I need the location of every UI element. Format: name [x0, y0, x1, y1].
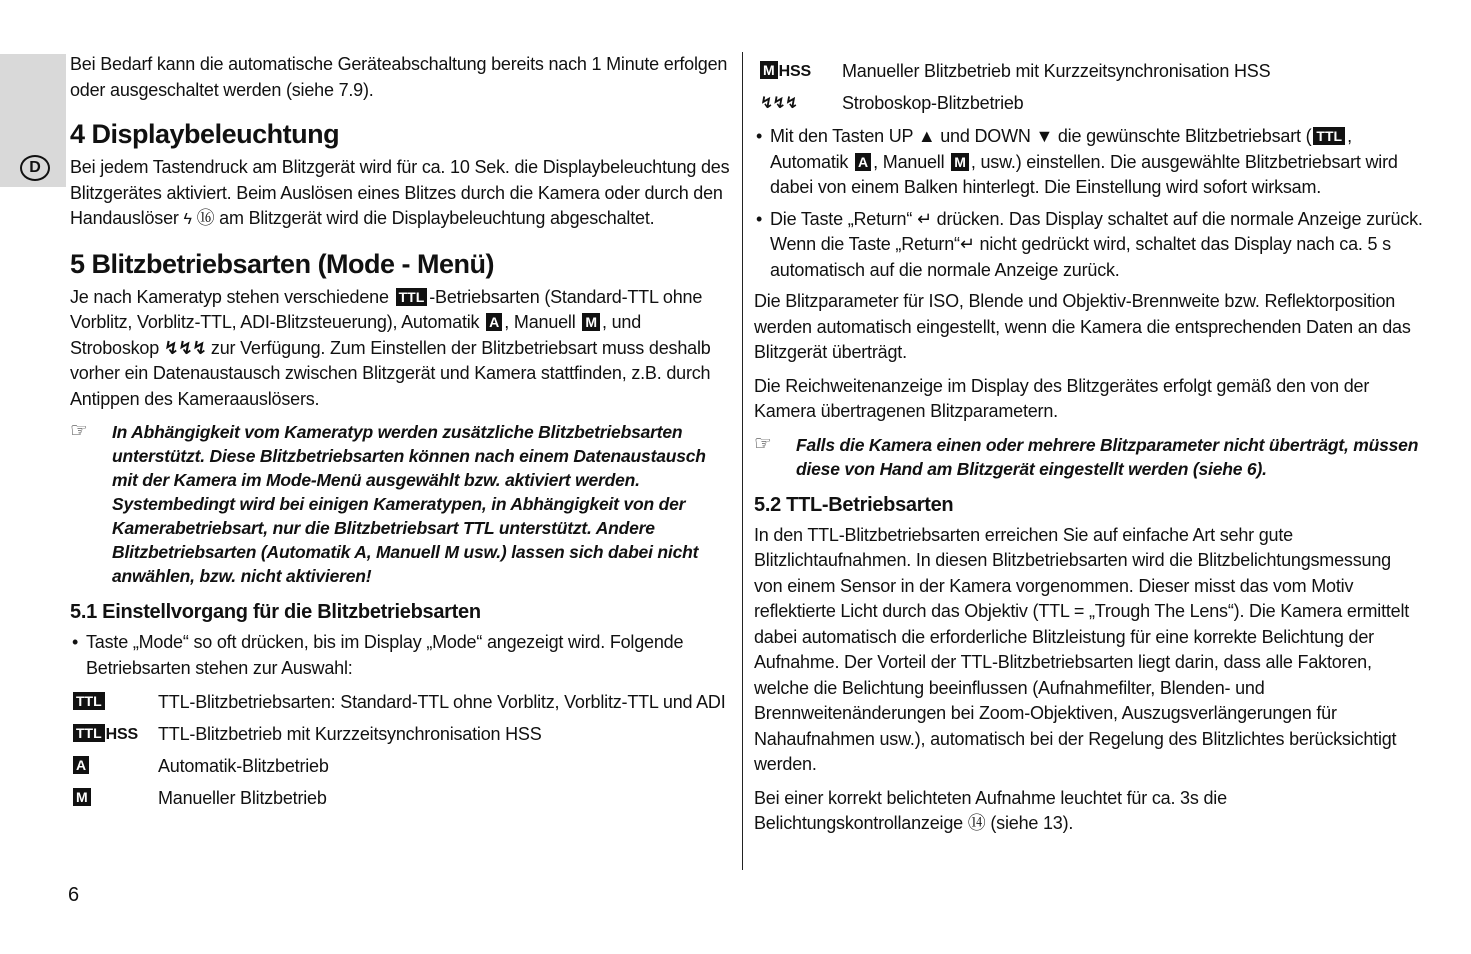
mode-row-strobo — [754, 88, 1424, 120]
hss-label: HSS — [105, 726, 138, 744]
m-badge-icon: M — [73, 788, 91, 806]
a-badge-icon: A — [486, 313, 502, 331]
ttl-paragraph: In den TTL-Blitzbetriebsarten erreichen Sie auf einfache Art sehr gute Blitzlichtaufnahmen. In diesen Blitzbetriebsarten wird die Blitzbelichtungsmessung von einem Sensor in der Kamera vorgenommen. Dieser misst das vom Motiv reflektierte Licht durch das Objektiv (TTL = „Trough The Lens“). Die Kamera ermittelt dabei automatisch die erforderliche Blitzleistung für eine korrekte Belichtung der Aufnahme. Der Vorteil der TTL-Blitzbetriebsarten liegt darin, dass alle Faktoren, welche die Belichtung beeinflussen (Aufnahmefilter, Blenden- und Brennweitenänderungen bei Zoom-Objektiven, Auszugsverlängerungen für Nahaufnahmen usw.), automatisch bei der Regelung des Blitzlichtes berücksichtigt werden. — [754, 524, 1410, 774]
strobo-icon: ↯↯↯ — [163, 337, 207, 358]
left-column — [70, 52, 732, 815]
column-divider — [742, 52, 743, 870]
mode-row-ttl — [70, 687, 732, 719]
note-block — [754, 433, 1424, 481]
m-badge-icon: M — [951, 153, 969, 171]
m-badge-icon: M — [582, 313, 600, 331]
pointing-hand-icon: ☞ — [70, 420, 88, 442]
mode-ttl-hss-text: TTL-Blitzbetrieb mit Kurzzeitsynchronisation HSS — [158, 724, 542, 745]
mode-row-ttl-hss — [70, 719, 732, 751]
strobo-icon: ↯↯↯ — [760, 95, 798, 113]
note-text: In Abhängigkeit vom Kameratyp werden zusätzliche Blitzbetriebsarten unterstützt. Diese Blitzbetriebsarten können nach einem Datenaustausch mit der Kamera im Mode-Menü ausgewählt bzw. aktiviert werden. Systembedingt wird bei einigen Kameratypen, in Abhängigkeit von der Kamerabetriebsart, nur die Blitzbetriebsart TTL unterstützt. Andere Blitzbetriebsarten (Automatik A, Manuell M usw.) lassen sich dabei nicht anwählen, bzw. nicht aktivieren! — [112, 422, 706, 586]
section-5-paragraph: Je nach Kameratyp stehen verschiedene TTL -Betriebsarten (Standard-TTL ohne Vorblitz, Vorblitz-TTL, ADI-Blitzsteuerung), Automatik A , Manuell M , und Stroboskop ↯↯↯ zur Verfügung. Zum Einstellen der Blitzbetriebsart muss deshalb vorher ein Datenaustausch zwischen Blitzgerät und Kamera stattfinden, z.B. durch Antippen des Kameraauslösers. — [70, 286, 711, 409]
params-paragraph: Die Blitzparameter für ISO, Blende und Objektiv-Brennweite bzw. Reflektorposition werden automatisch eingestellt, wenn die Kamera die entsprechenden Daten an das Blitzgerät überträgt. — [754, 291, 1411, 362]
mode-a-text: Automatik-Blitzbetrieb — [158, 756, 329, 777]
section-5-2-heading: 5.2 TTL-Betriebsarten — [754, 493, 954, 516]
mode-strobo-text: Stroboskop-Blitzbetrieb — [842, 93, 1024, 114]
ttl-badge-icon: TTL — [396, 288, 428, 306]
ttl-badge-icon: TTL — [73, 692, 105, 710]
language-tab-label: D — [20, 155, 50, 181]
a-badge-icon: A — [73, 756, 89, 774]
language-tab — [0, 54, 66, 187]
page-number: 6 — [68, 884, 80, 906]
section-4-paragraph: Bei jedem Tastendruck am Blitzgerät wird für ca. 10 Sek. die Displaybeleuchtung des Blitzgerätes aktiviert. Beim Auslösen eines Blitzes durch die Kamera oder durch den Handauslöser ϟ ⑯ am Blitzgerät wird die Displaybeleuchtung abgeschaltet. — [70, 157, 730, 228]
pointing-hand-icon: ☞ — [754, 432, 772, 455]
range-paragraph: Die Reichweitenanzeige im Display des Blitzgerätes erfolgt gemäß den von der Kamera übertragenen Blitzparametern. — [754, 375, 1370, 421]
section-5-heading: 5 Blitzbetriebsarten (Mode - Menü) — [70, 248, 495, 279]
right-column — [754, 52, 1424, 845]
note-block — [70, 420, 732, 588]
bullet-select-mode: • Mit den Tasten UP ▲ und DOWN ▼ die gewünschte Blitzbetriebsart ( TTL , Automatik A , Manuell M , usw.) einstellen. Die ausgewählte Blitzbetriebsart wird dabei von einem Balken hinterlegt. Die Einstellung wird sofort wirksam. — [754, 124, 1424, 201]
section-5-1-heading: 5.1 Einstellvorgang für die Blitzbetriebsarten — [70, 601, 481, 623]
ref-14-icon: ⑭ — [967, 813, 986, 833]
return-icon: ↵ — [959, 234, 975, 254]
mode-row-m-hss — [754, 56, 1424, 88]
mode-m-hss-text: Manueller Blitzbetrieb mit Kurzzeitsynchronisation HSS — [842, 61, 1271, 82]
intro-paragraph: Bei Bedarf kann die automatische Geräteabschaltung bereits nach 1 Minute erfolgen oder ausgeschaltet werden (siehe 7.9). — [70, 54, 728, 100]
mode-row-m — [70, 783, 732, 815]
a-badge-icon: A — [855, 153, 871, 171]
bullet-return: • Die Taste „Return“ ↵ drücken. Das Display schaltet auf die normale Anzeige zurück. Wenn die Taste „Return“↵ nicht gedrückt wird, schaltet das Display nach ca. 5 s automatisch auf die normale Anzeige zurück. — [754, 207, 1424, 284]
section-4-heading: 4 Displaybeleuchtung — [70, 119, 340, 149]
ttl-badge-icon: TTL — [1313, 127, 1345, 145]
exposure-paragraph: Bei einer korrekt belichteten Aufnahme leuchtet für ca. 3s die Belichtungskontrollanzeige ⑭ (siehe 13). — [754, 787, 1227, 833]
ref-16-icon: ⑯ — [196, 208, 215, 228]
mode-bullet: • Taste „Mode“ so oft drücken, bis im Display „Mode“ angezeigt wird. Folgende Betriebsarten stehen zur Auswahl: — [70, 630, 732, 681]
mode-ttl-text: TTL-Blitzbetriebsarten: Standard-TTL ohne Vorblitz, Vorblitz-TTL und ADI — [158, 692, 726, 713]
m-badge-icon: M — [760, 61, 778, 79]
flash-icon: ϟ — [183, 211, 192, 228]
note-text: Falls die Kamera einen oder mehrere Blitzparameter nicht überträgt, müssen diese von Hand am Blitzgerät eingestellt werden (siehe 6). — [796, 434, 1419, 479]
ttl-badge-icon: TTL — [73, 724, 105, 742]
mode-m-text: Manueller Blitzbetrieb — [158, 788, 327, 809]
return-icon: ↵ — [916, 208, 932, 229]
hss-label: HSS — [778, 63, 811, 81]
mode-row-a — [70, 751, 732, 783]
